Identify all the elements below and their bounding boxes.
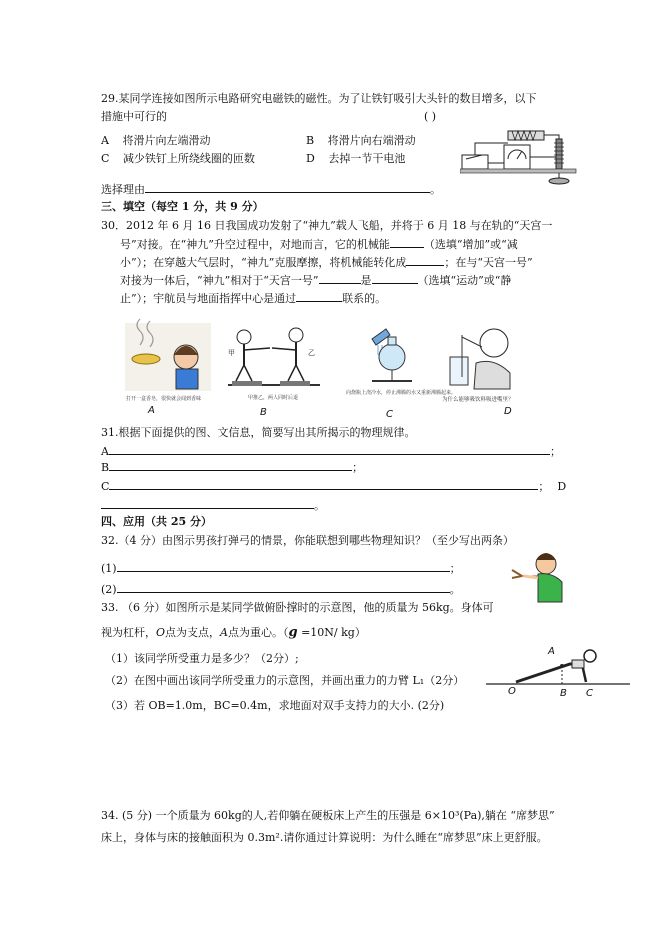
figure-a <box>125 319 211 416</box>
q29-reason <box>101 181 441 198</box>
answer-c-blank[interactable] <box>109 478 538 490</box>
q34-line1: 34. (5 分) 一个质量为 60kg的人,若仰躺在硬板床上产生的压强是 6×10³(Pa),躺在 “席梦思” <box>101 809 555 822</box>
q29-stem-line2: 措施中可行的 <box>101 110 167 123</box>
option-key: B <box>306 134 315 147</box>
boy-slingshot-figure <box>508 548 568 606</box>
reason-label: 选择理由 <box>101 183 145 196</box>
g-symbol: g <box>288 625 298 640</box>
q34-line2: 床上，身体与床的接触面积为 0.3m².请你通过计算说明：为什么睡在“席梦思”床上更舒服。 <box>101 831 548 844</box>
person-yi: 乙 <box>308 349 315 357</box>
figure-b-caption: 甲推乙，两人同时后退 <box>248 395 299 401</box>
figure-c-caption: 向烧瓶上浇冷水，停止沸腾的水又重新沸腾起来。 <box>346 390 457 396</box>
figures-abcd <box>120 315 558 423</box>
q29-answer-paren: ( ) <box>424 110 437 123</box>
option-key: D <box>306 152 315 165</box>
answer-d-blank[interactable] <box>101 497 314 509</box>
blank-relative-motion[interactable] <box>319 272 361 284</box>
q32-item2 <box>101 581 461 598</box>
figure-d-caption: 为什么能够吸饮料吸进嘴里？ <box>442 397 514 403</box>
figure-c-label: C <box>386 409 393 420</box>
q33-text: 点为支点， <box>165 626 221 639</box>
punct: ； <box>449 562 461 575</box>
option-text: 将滑片向左端滑动 <box>122 134 211 147</box>
option-key: A <box>101 134 109 147</box>
item1-blank[interactable] <box>117 560 450 572</box>
point-o: O <box>156 626 166 639</box>
figure-b-label: B <box>260 407 267 418</box>
q29-option-d <box>306 151 405 167</box>
q33-line1: 33. （6 分）如图所示是某同学做俯卧撑时的示意图，他的质量为 56kg。身体可 <box>101 601 494 614</box>
option-key: C <box>101 152 110 165</box>
q33-text: 点为重心。（ <box>227 626 289 639</box>
q32-item1 <box>101 560 461 577</box>
label-o: O <box>508 686 516 697</box>
answer-b-blank[interactable] <box>109 459 352 471</box>
figure-d <box>442 329 514 417</box>
answer-a-blank[interactable] <box>109 443 550 455</box>
person-jia: 甲 <box>228 349 235 357</box>
section3-title: 三、填空（每空 1 分，共 9 分） <box>101 200 264 213</box>
answer-label: C <box>101 480 110 493</box>
q30-line4 <box>120 272 511 289</box>
q31-stem: 31.根据下面提供的图、文信息，简要写出其所揭示的物理规律。 <box>101 426 416 439</box>
q29-stem-line1: 29.某同学连接如图所示电路研究电磁铁的磁性。为了让铁钉吸引大头针的数目增多，以下 <box>101 92 537 105</box>
blank-communication[interactable] <box>296 290 342 302</box>
answer-label: A <box>101 445 109 458</box>
q30-text: （选填“增加”或“减 <box>423 238 518 251</box>
figure-d-label: D <box>504 406 512 417</box>
section4-title: 四、应用（共 25 分） <box>101 515 212 528</box>
q33-sub3: （3）若 OB=1.0m，BC=0.4m，求地面对双手支持力的大小. (2分) <box>105 699 445 712</box>
q30-line1: 30．2012 年 6 月 16 日我国成功发射了“神九”载人飞船，并将于 6 月 18 与在轨的“天宫一 <box>101 219 553 232</box>
label-b: B <box>560 688 567 698</box>
punct: ； <box>549 445 561 458</box>
q33-text: 视为杠杆， <box>101 626 156 639</box>
q30-text: 是 <box>360 274 372 287</box>
figure-c <box>346 329 456 420</box>
item-label: (2) <box>101 583 117 596</box>
punct: 。 <box>449 583 461 596</box>
q33-text: =10N/ kg） <box>297 626 366 639</box>
q30-line2 <box>120 236 518 253</box>
q30-text: 小”）；在穿越大气层时，“神九”克服摩擦，将机械能转化成 <box>120 256 407 269</box>
figure-a-label: A <box>148 405 155 416</box>
q30-text: 对接为一体后，“神九”相对于“天宫一号” <box>120 274 319 287</box>
answer-label: D <box>557 480 567 493</box>
item-label: (1) <box>101 562 117 575</box>
q30-text: 号”对接。在“神九”升空过程中，对地而言，它的机械能 <box>120 238 390 251</box>
reason-end: 。 <box>430 183 441 196</box>
q30-text: ；在与“天宫一号” <box>444 256 533 269</box>
q29-option-a <box>101 133 210 149</box>
q29-option-c <box>101 151 255 167</box>
option-text: 减少铁钉上所绕线圈的匝数 <box>122 152 255 165</box>
figure-b <box>228 328 320 418</box>
label-a: A <box>548 646 555 657</box>
point-a: A <box>220 626 228 639</box>
q31-answer-b <box>101 459 363 476</box>
blank-energy-form[interactable] <box>406 254 444 266</box>
label-c: C <box>586 688 593 698</box>
punct: 。 <box>314 499 325 512</box>
q30-line3 <box>120 254 533 271</box>
q30-text: 联系的。 <box>342 292 387 305</box>
pushup-figure <box>486 636 630 698</box>
reason-blank[interactable] <box>145 181 430 193</box>
blank-mechanical-energy[interactable] <box>390 236 424 248</box>
q33-sub2: （2）在图中画出该同学所受重力的示意图，并画出重力的力臂 L₁（2分） <box>105 674 465 687</box>
q31-answer-c <box>101 478 566 495</box>
q31-answer-a <box>101 443 561 460</box>
answer-label: B <box>101 461 110 474</box>
blank-motion-state[interactable] <box>372 272 418 284</box>
q31-answer-d <box>101 497 325 514</box>
iron-nail-coil-icon <box>556 139 562 169</box>
punct: ； <box>538 480 550 493</box>
q33-sub1: （1）该同学所受重力是多少？（2分）; <box>105 652 299 665</box>
option-text: 将滑片向右端滑动 <box>327 134 416 147</box>
q30-text: （选填“运动”或“静 <box>417 274 512 287</box>
electromagnet-circuit-figure <box>460 125 580 187</box>
item2-blank[interactable] <box>117 581 450 593</box>
q30-text: 止”）；宇航员与地面指挥中心是通过 <box>120 292 297 305</box>
q32-stem: 32.（4 分）由图示男孩打弹弓的情景，你能联想到哪些物理知识？（至少写出两条） <box>101 534 514 547</box>
q29-option-b <box>306 133 416 149</box>
option-text: 去掉一节干电池 <box>328 152 406 165</box>
q33-line2 <box>101 625 366 641</box>
punct: ； <box>352 461 364 474</box>
figure-a-caption: 打开一盒香皂，很快就会闻到香味 <box>126 396 202 402</box>
q30-line5 <box>120 290 386 307</box>
